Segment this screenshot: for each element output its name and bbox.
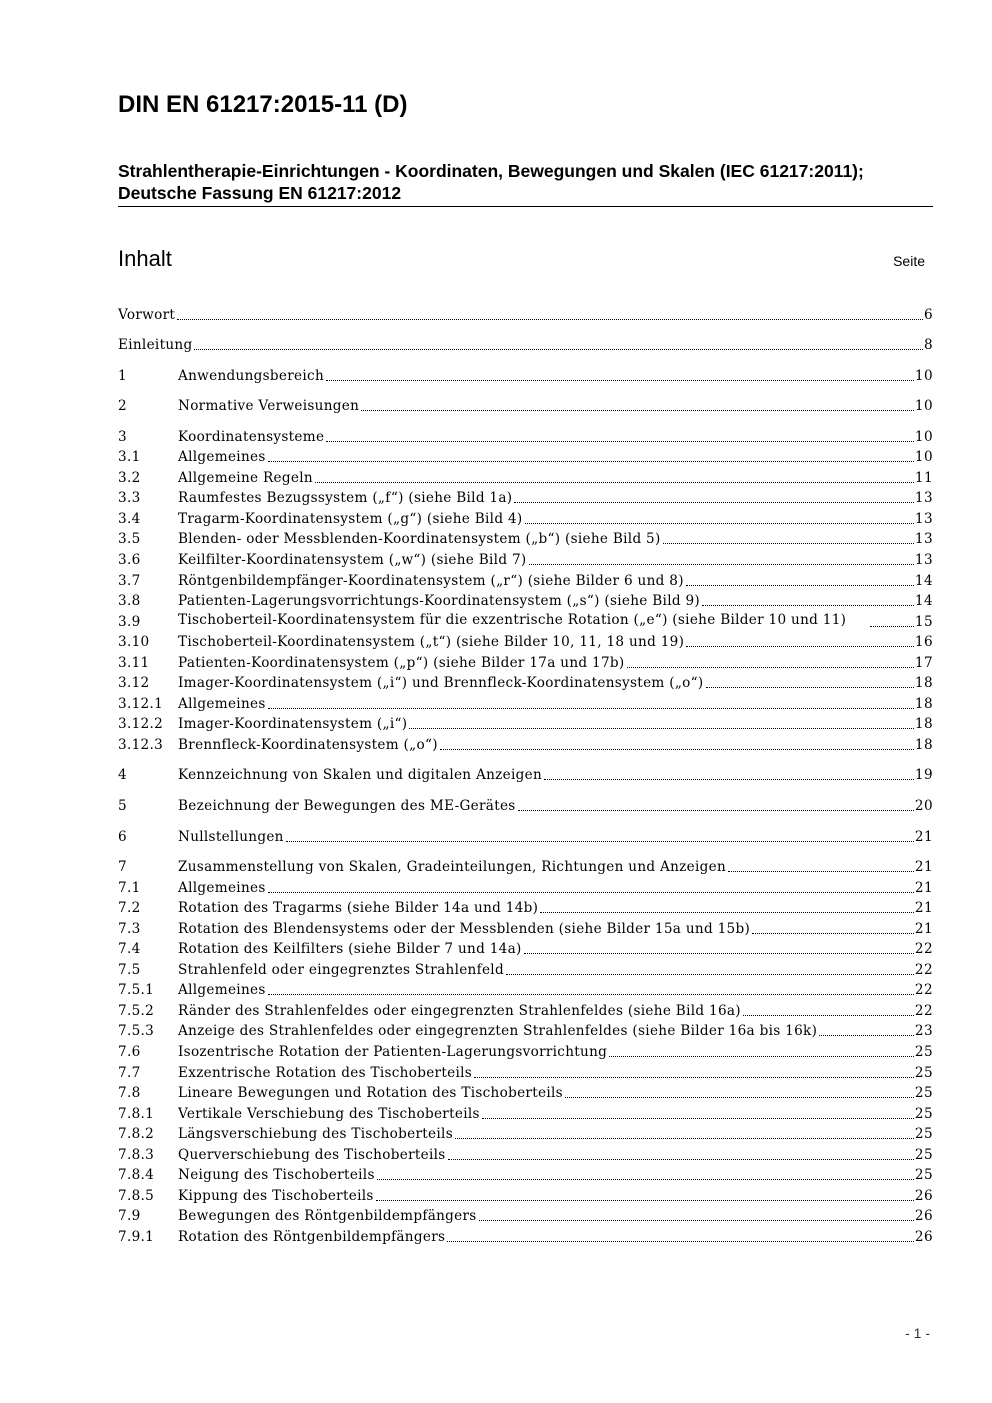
toc-dot-leader <box>514 502 913 503</box>
toc-entry-title: Bezeichnung der Bewegungen des ME-Gerätes <box>178 797 516 814</box>
toc-entry[interactable] <box>118 1205 933 1226</box>
toc-entry-number: 3.12 <box>118 675 150 692</box>
toc-entry[interactable] <box>118 856 933 877</box>
toc-entry-title: Exzentrische Rotation des Tischoberteils <box>178 1064 473 1081</box>
toc-entry-number: 7.8.5 <box>118 1187 155 1204</box>
toc-entry-number: 7 <box>118 859 127 876</box>
toc-entry-page: 18 <box>914 695 933 712</box>
toc-entry-page: 13 <box>914 490 933 507</box>
toc-entry-page: 26 <box>914 1187 933 1204</box>
toc-entry-title: Tischoberteil-Koordinatensystem für die exzentrische Rotation („e“) (siehe Bilder 10 und 11) <box>178 612 847 629</box>
toc-dot-leader <box>609 1056 914 1057</box>
toc-entry-number: 7.5.2 <box>118 1002 155 1019</box>
toc-entry-number: 7.5.1 <box>118 982 155 999</box>
toc-dot-leader <box>194 349 922 350</box>
toc-entry-page: 14 <box>914 572 933 589</box>
toc-entry-number: 3.10 <box>118 634 150 651</box>
page-column-label: Seite <box>893 253 925 269</box>
toc-entry-number: 7.8.4 <box>118 1167 155 1184</box>
toc-dot-leader <box>702 605 914 606</box>
toc-entry-page: 21 <box>914 900 933 917</box>
toc-entry-number: 7.4 <box>118 941 141 958</box>
toc-entry-page: 10 <box>914 398 933 415</box>
toc-entry-number: 6 <box>118 828 127 845</box>
toc-entry-title: Längsverschiebung des Tischoberteils <box>178 1126 453 1143</box>
toc-entry-number: 7.9.1 <box>118 1228 155 1245</box>
toc-dot-leader <box>565 1097 914 1098</box>
toc-entry-title: Rotation des Röntgenbildempfängers <box>178 1228 446 1245</box>
toc-dot-leader <box>448 1159 914 1160</box>
document-subtitle: Strahlentherapie-Einrichtungen - Koordinaten, Bewegungen und Skalen (IEC 61217:2011); Deutsche Fassung EN 61217:2012 <box>118 161 864 203</box>
toc-dot-leader <box>686 646 914 647</box>
toc-entry-number: 3.4 <box>118 510 141 527</box>
toc-entry-number: 3.11 <box>118 654 150 671</box>
toc-entry-number: 3.2 <box>118 469 141 486</box>
toc-entry-page: 21 <box>914 879 933 896</box>
toc-entry[interactable] <box>118 364 933 385</box>
toc-dot-leader <box>440 749 914 750</box>
toc-entry-number: 7.8 <box>118 1085 141 1102</box>
toc-entry-title: Kippung des Tischoberteils <box>178 1187 374 1204</box>
toc-entry-page: 14 <box>914 593 933 610</box>
toc-entry-title: Allgemeines <box>178 879 266 896</box>
toc-entry-title: Rotation des Keilfilters (siehe Bilder 7 und 14a) <box>178 941 522 958</box>
toc-entry-title: Ränder des Strahlenfeldes oder eingegrenzten Strahlenfeldes (siehe Bild 16a) <box>178 1002 741 1019</box>
toc-dot-leader <box>455 1138 914 1139</box>
toc-entry-page: 13 <box>914 552 933 569</box>
toc-entry-number: 3.1 <box>118 449 141 466</box>
toc-entry-number: 5 <box>118 797 127 814</box>
toc-entry-title: Rotation des Tragarms (siehe Bilder 14a und 14b) <box>178 900 539 917</box>
toc-entry[interactable] <box>118 395 933 416</box>
toc-entry-number: 3.6 <box>118 552 141 569</box>
toc-entry-page: 11 <box>914 469 933 486</box>
toc-entry-page: 25 <box>914 1085 933 1102</box>
toc-entry[interactable] <box>118 651 933 672</box>
toc-entry[interactable] <box>118 548 933 569</box>
toc-entry-page: 22 <box>914 982 933 999</box>
toc-entry-title: Patienten-Koordinatensystem („p“) (siehe Bilder 17a und 17b) <box>178 654 625 671</box>
toc-dot-leader <box>447 1241 914 1242</box>
toc-entry-page: 15 <box>914 613 933 630</box>
toc-entry-page: 18 <box>914 736 933 753</box>
toc-entry-page: 18 <box>914 716 933 733</box>
toc-dot-leader <box>529 564 914 565</box>
toc-entry-number: 7.9 <box>118 1208 141 1225</box>
toc-entry-number: 3.12.3 <box>118 736 164 753</box>
toc-dot-leader <box>743 1015 914 1016</box>
toc-entry-title: Imager-Koordinatensystem („i“) <box>178 716 408 733</box>
toc-entry[interactable] <box>118 1102 933 1123</box>
table-of-contents <box>118 303 933 1246</box>
toc-entry-page: 25 <box>914 1167 933 1184</box>
toc-dot-leader <box>376 1200 914 1201</box>
toc-entry[interactable] <box>118 825 933 846</box>
toc-entry[interactable] <box>118 979 933 1000</box>
toc-dot-leader <box>409 728 914 729</box>
toc-entry[interactable] <box>118 334 933 355</box>
toc-dot-leader <box>663 543 914 544</box>
toc-dot-leader <box>479 1220 914 1221</box>
toc-entry-title: Bewegungen des Röntgenbildempfängers <box>178 1208 477 1225</box>
toc-entry-page: 13 <box>914 510 933 527</box>
toc-entry-title: Patienten-Lagerungsvorrichtungs-Koordinatensystem („s“) (siehe Bild 9) <box>178 593 701 610</box>
toc-entry-page: 23 <box>914 1023 933 1040</box>
toc-entry-number: 7.1 <box>118 879 141 896</box>
toc-entry-page: 6 <box>923 306 933 323</box>
toc-entry[interactable] <box>118 794 933 815</box>
toc-dot-leader <box>544 779 914 780</box>
toc-dot-leader <box>361 410 914 411</box>
toc-entry-number: 3.12.2 <box>118 716 164 733</box>
toc-entry[interactable] <box>118 672 933 693</box>
toc-entry-title: Einleitung <box>118 337 193 354</box>
toc-entry-title: Keilfilter-Koordinatensystem („w“) (siehe Bild 7) <box>178 552 527 569</box>
toc-entry-page: 18 <box>914 675 933 692</box>
toc-entry-page: 25 <box>914 1064 933 1081</box>
toc-entry[interactable] <box>118 917 933 938</box>
toc-entry-number: 7.7 <box>118 1064 141 1081</box>
toc-entry-page: 25 <box>914 1105 933 1122</box>
toc-entry[interactable] <box>118 764 933 785</box>
toc-entry-page: 13 <box>914 531 933 548</box>
toc-entry-title: Isozentrische Rotation der Patienten-Lagerungsvorrichtung <box>178 1044 608 1060</box>
toc-dot-leader <box>706 687 914 688</box>
toc-entry-title: Allgemeines <box>178 982 266 999</box>
toc-dot-leader <box>870 626 914 627</box>
toc-entry-page: 22 <box>914 961 933 978</box>
toc-entry[interactable] <box>118 1082 933 1103</box>
toc-entry[interactable] <box>118 466 933 487</box>
toc-entry[interactable] <box>118 528 933 549</box>
toc-dot-leader <box>518 810 914 811</box>
toc-entry[interactable] <box>118 938 933 959</box>
toc-entry[interactable] <box>118 1184 933 1205</box>
toc-entry-page: 21 <box>914 859 933 876</box>
toc-dot-leader <box>525 523 914 524</box>
toc-entry[interactable] <box>118 446 933 467</box>
toc-dot-leader <box>482 1118 914 1119</box>
toc-entry-number: 7.2 <box>118 900 141 917</box>
toc-entry-page: 10 <box>914 367 933 384</box>
toc-dot-leader <box>177 319 923 320</box>
toc-entry-number: 3.7 <box>118 572 141 589</box>
toc-entry[interactable] <box>118 999 933 1020</box>
toc-entry-page: 10 <box>914 428 933 445</box>
toc-entry-number: 7.5.3 <box>118 1023 155 1040</box>
document-title: DIN EN 61217:2015-11 (D) <box>118 91 408 118</box>
toc-dot-leader <box>524 953 914 954</box>
toc-entry-page: 17 <box>914 654 933 671</box>
toc-entry-number: 3.9 <box>118 613 141 630</box>
toc-entry-number: 4 <box>118 767 127 784</box>
toc-entry-title: Kennzeichnung von Skalen und digitalen Anzeigen <box>178 767 543 784</box>
toc-entry-title: Neigung des Tischoberteils <box>178 1167 375 1184</box>
toc-entry-number: 1 <box>118 367 127 384</box>
toc-entry-title: Lineare Bewegungen und Rotation des Tischoberteils <box>178 1085 563 1102</box>
toc-dot-leader <box>627 667 914 668</box>
toc-dot-leader <box>474 1077 914 1078</box>
toc-dot-leader <box>506 974 914 975</box>
toc-entry[interactable] <box>118 692 933 713</box>
toc-entry-title: Brennfleck-Koordinatensystem („o“) <box>178 736 438 753</box>
toc-entry[interactable] <box>118 303 933 324</box>
toc-entry-title: Anzeige des Strahlenfeldes oder eingegrenzten Strahlenfeldes (siehe Bilder 16a bis 16k) <box>178 1023 818 1040</box>
toc-entry-page: 8 <box>923 337 933 354</box>
toc-dot-leader <box>752 933 914 934</box>
toc-entry-page: 20 <box>914 797 933 814</box>
toc-entry[interactable] <box>118 569 933 590</box>
toc-entry-page: 21 <box>914 920 933 937</box>
toc-dot-leader <box>686 585 914 586</box>
toc-entry-title: Normative Verweisungen <box>178 398 360 415</box>
toc-entry[interactable] <box>118 487 933 508</box>
toc-entry[interactable] <box>118 1040 933 1061</box>
toc-entry-page: 22 <box>914 941 933 958</box>
toc-entry-title: Zusammenstellung von Skalen, Gradeinteilungen, Richtungen und Anzeigen <box>178 859 727 876</box>
toc-entry-number: 3.8 <box>118 593 141 610</box>
toc-dot-leader <box>728 871 914 872</box>
toc-dot-leader <box>326 380 914 381</box>
page-number: - 1 - <box>905 1325 930 1341</box>
toc-entry-number: 7.3 <box>118 920 141 937</box>
toc-entry-page: 26 <box>914 1228 933 1245</box>
toc-entry[interactable] <box>118 1123 933 1144</box>
toc-entry-title: Raumfestes Bezugssystem („f“) (siehe Bild 1a) <box>178 490 513 507</box>
toc-entry-page: 16 <box>914 634 933 651</box>
toc-entry-number: 7.8.2 <box>118 1126 155 1143</box>
toc-entry[interactable] <box>118 1164 933 1185</box>
toc-entry-title: Koordinatensysteme <box>178 428 325 445</box>
toc-entry[interactable] <box>118 631 933 652</box>
toc-entry[interactable] <box>118 1143 933 1164</box>
toc-entry-number: 7.5 <box>118 961 141 978</box>
toc-entry-page: 19 <box>914 767 933 784</box>
toc-entry-title: Allgemeines <box>178 449 266 466</box>
toc-entry-page: 25 <box>914 1044 933 1060</box>
toc-entry[interactable] <box>118 1061 933 1082</box>
toc-dot-leader <box>540 912 914 913</box>
toc-entry-page: 21 <box>914 828 933 845</box>
toc-entry-number: 7.6 <box>118 1044 141 1060</box>
toc-entry-title: Tischoberteil-Koordinatensystem („t“) (siehe Bilder 10, 11, 18 und 19) <box>178 634 685 651</box>
toc-entry-title: Röntgenbildempfänger-Koordinatensystem („r“) (siehe Bilder 6 und 8) <box>178 572 684 589</box>
toc-entry-title: Tragarm-Koordinatensystem („g“) (siehe Bild 4) <box>178 510 523 527</box>
toc-entry-number: 3.3 <box>118 490 141 507</box>
toc-entry-title: Vorwort <box>118 306 176 323</box>
toc-entry-title: Imager-Koordinatensystem („i“) und Brennfleck-Koordinatensystem („o“) <box>178 675 704 692</box>
toc-entry-title: Allgemeine Regeln <box>178 469 313 486</box>
toc-entry-title: Nullstellungen <box>178 828 284 845</box>
toc-entry-title: Querverschiebung des Tischoberteils <box>178 1146 446 1163</box>
toc-entry-number: 3 <box>118 428 127 445</box>
toc-dot-leader <box>268 708 914 709</box>
toc-entry[interactable] <box>118 1225 933 1246</box>
toc-heading: Inhalt <box>118 246 172 271</box>
toc-dot-leader <box>819 1035 914 1036</box>
toc-dot-leader <box>268 994 914 995</box>
toc-entry-page: 26 <box>914 1208 933 1225</box>
toc-entry[interactable] <box>118 507 933 528</box>
toc-entry-number: 3.5 <box>118 531 141 548</box>
toc-entry[interactable] <box>118 897 933 918</box>
toc-entry[interactable] <box>118 425 933 446</box>
toc-entry[interactable] <box>118 876 933 897</box>
toc-entry[interactable] <box>118 610 933 631</box>
toc-entry[interactable] <box>118 958 933 979</box>
toc-dot-leader <box>268 461 914 462</box>
header-divider <box>118 206 933 207</box>
toc-dot-leader <box>315 482 914 483</box>
toc-entry-page: 25 <box>914 1146 933 1163</box>
toc-entry[interactable] <box>118 733 933 754</box>
toc-entry-page: 25 <box>914 1126 933 1143</box>
toc-entry-title: Rotation des Blendensystems oder der Messblenden (siehe Bilder 15a und 15b) <box>178 920 751 937</box>
toc-entry-number: 7.8.3 <box>118 1146 155 1163</box>
toc-entry-title: Allgemeines <box>178 695 266 712</box>
toc-entry-page: 22 <box>914 1002 933 1019</box>
toc-dot-leader <box>268 892 914 893</box>
toc-entry-number: 7.8.1 <box>118 1105 155 1122</box>
toc-entry-page: 10 <box>914 449 933 466</box>
toc-entry-number: 2 <box>118 398 127 415</box>
toc-entry-number: 3.12.1 <box>118 695 164 712</box>
toc-entry[interactable] <box>118 1020 933 1041</box>
toc-entry-title: Strahlenfeld oder eingegrenztes Strahlenfeld <box>178 961 504 978</box>
toc-entry-title: Blenden- oder Messblenden-Koordinatensystem („b“) (siehe Bild 5) <box>178 531 661 548</box>
toc-dot-leader <box>286 841 914 842</box>
toc-entry[interactable] <box>118 590 933 611</box>
toc-entry-title: Anwendungsbereich <box>178 367 325 384</box>
toc-entry[interactable] <box>118 713 933 734</box>
toc-dot-leader <box>326 441 914 442</box>
toc-entry-title: Vertikale Verschiebung des Tischoberteils <box>178 1105 480 1122</box>
toc-dot-leader <box>377 1179 914 1180</box>
